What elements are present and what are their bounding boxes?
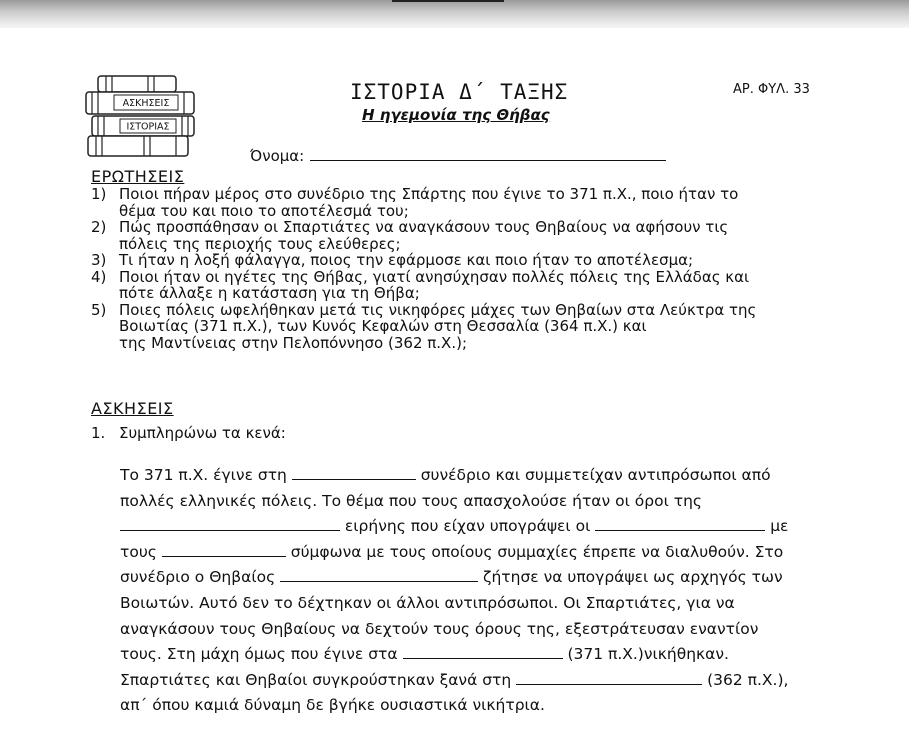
page-title: ΙΣΤΟΡΙΑ Δ΄ ΤΑΞΗΣ	[350, 80, 569, 104]
paragraph-line	[120, 466, 840, 484]
paragraph-line	[120, 543, 840, 561]
paragraph-line	[120, 620, 840, 638]
question-text	[119, 219, 851, 252]
fill-blank[interactable]	[280, 569, 478, 582]
question-line: Ποιες πόλεις ωφελήθηκαν μετά τις νικηφόρες μάχες των Θηβαίων στα Λεύκτρα της	[119, 300, 757, 319]
books-logo-icon	[84, 74, 204, 158]
paragraph-text: ζήτησε να υπογράψει ως αρχηγός των	[478, 568, 783, 587]
paragraph-text: τους. Στη μάχη όμως που έγινε στα	[120, 645, 403, 664]
question-text	[119, 186, 851, 219]
exercise-item-1	[91, 424, 286, 442]
question-item	[91, 302, 851, 352]
logo-label-hist: ΙΣΤΟΡΙΑΣ	[126, 121, 170, 133]
question-line: Πώς προσπάθησαν οι Σπαρτιάτες να αναγκάσουν τους Θηβαίους να αφήσουν τις	[119, 218, 729, 236]
fill-blank[interactable]	[292, 467, 416, 480]
exercise-number: 1.	[91, 424, 106, 442]
paragraph-text: Σπαρτιάτες και Θηβαίοι συγκρούστηκαν ξανά στη	[120, 670, 517, 689]
questions-list	[91, 186, 851, 351]
paragraph-line	[120, 568, 840, 586]
question-number: 5)	[91, 300, 107, 319]
paragraph-text: σύμφωνα με τους οποίους συμμαχίες έπρεπε να διαλυθούν. Στο	[285, 542, 784, 561]
question-line: Τι ήταν η λοξή φάλαγγα, ποιος την εφάρμοσε και ποιο ήταν το αποτέλεσμα;	[119, 251, 694, 269]
paragraph-text: Το 371 π.Χ. έγινε στη	[120, 466, 292, 484]
question-line: της Μαντίνειας στην Πελοπόννησο (362 π.Χ.);	[119, 333, 468, 352]
question-line: πότε άλλαξε η κατάσταση για τη Θήβα;	[119, 284, 420, 302]
sheet-number: ΑΡ. ΦΥΛ. 33	[733, 82, 810, 97]
paragraph-text: με	[765, 517, 789, 536]
question-number: 3)	[91, 251, 107, 269]
question-text	[119, 269, 851, 302]
exercises-heading: ΑΣΚΗΣΕΙΣ	[91, 399, 174, 418]
tab-indicator	[392, 0, 504, 2]
question-item	[91, 252, 851, 269]
question-line: Ποιοι πήραν μέρος στο συνέδριο της Σπάρτης που έγινε το 371 π.Χ., ποιο ήταν το	[119, 185, 739, 203]
question-item	[91, 269, 851, 302]
question-line: Βοιωτίας (371 π.Χ.), των Κυνός Κεφαλών στη Θεσσαλία (364 π.Χ.) και	[119, 317, 647, 335]
paragraph-text: απ΄ όπου καμιά δύναμη δε βγήκε ουσιαστικά νικήτρια.	[120, 696, 545, 715]
paragraph-line	[120, 671, 840, 689]
fill-blank[interactable]	[403, 646, 563, 659]
paragraph-line	[120, 517, 840, 535]
question-number: 1)	[91, 185, 107, 203]
question-line: πόλεις της περιοχής τους ελεύθερες;	[119, 234, 401, 253]
question-line: Ποιοι ήταν οι ηγέτες της Θήβας, γιατί ανησύχησαν πολλές πόλεις της Ελλάδας και	[119, 267, 750, 286]
question-line: θέμα του και ποιο το αποτέλεσμά του;	[119, 201, 409, 220]
question-item	[91, 186, 851, 219]
exercise-label: Συμπληρώνω τα κενά:	[119, 424, 286, 442]
question-number: 2)	[91, 218, 107, 236]
paragraph-text: ειρήνης που είχαν υπογράψει οι	[340, 517, 596, 536]
paragraph-line	[120, 645, 840, 663]
paragraph-text: Βοιωτών. Αυτό δεν το δέχτηκαν οι άλλοι αντιπρόσωποι. Οι Σπαρτιάτες, για να	[120, 594, 735, 612]
logo-label-ask: ΑΣΚΗΣΕΙΣ	[122, 98, 170, 109]
paragraph-text: συνέδριο ο Θηβαίος	[120, 568, 281, 587]
paragraph-line	[120, 594, 840, 612]
question-text	[119, 302, 851, 352]
paragraph-text: τους	[120, 542, 162, 561]
name-label: Όνομα:	[250, 147, 305, 165]
paragraph-text: πολλές ελληνικές πόλεις. Το θέμα που τους απασχολούσε ήταν οι όροι της	[120, 491, 702, 510]
name-field	[250, 146, 666, 165]
paragraph-line	[120, 696, 840, 714]
paragraph-line	[120, 492, 840, 510]
page-subtitle: Η ηγεμονία της Θήβας	[362, 106, 550, 124]
questions-heading: ΕΡΩΤΗΣΕΙΣ	[91, 167, 185, 186]
fill-blank[interactable]	[516, 672, 702, 685]
fill-blank[interactable]	[162, 544, 286, 557]
paragraph-text: αναγκάσουν τους Θηβαίους να δεχτούν τους όρους της, εξεστράτευσαν εναντίον	[120, 619, 759, 638]
question-item	[91, 219, 851, 252]
paragraph-text: συνέδριο και συμμετείχαν αντιπρόσωποι από	[415, 466, 771, 484]
fill-blank[interactable]	[120, 518, 340, 531]
viewer-top-bar	[0, 0, 909, 28]
paragraph-text: (362 π.Χ.),	[702, 670, 789, 689]
question-text	[119, 252, 851, 269]
name-blank-line	[310, 146, 666, 161]
paragraph-text: (371 π.Χ.)νικήθηκαν.	[562, 645, 729, 664]
question-number: 4)	[91, 267, 107, 286]
fill-blank[interactable]	[595, 518, 765, 531]
